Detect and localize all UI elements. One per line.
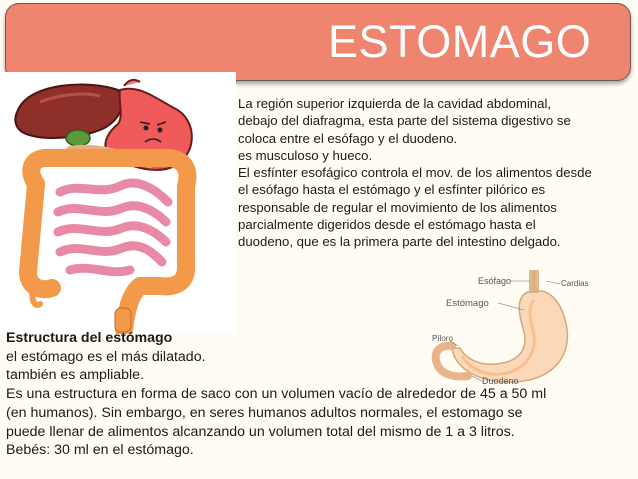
- description-line: el esófago hasta el estómago y el esfínter pilórico es: [238, 182, 546, 198]
- label-duodeno: Duodeno: [482, 376, 519, 386]
- gallbladder-shape: [66, 130, 90, 146]
- liver-shape: [15, 85, 122, 138]
- page-title: ESTOMAGO: [328, 16, 592, 67]
- stomach-structure-section: [6, 329, 626, 460]
- stomach-description: [238, 95, 634, 251]
- label-cardias: Cardias: [561, 279, 589, 288]
- digestive-system-drawing: [0, 72, 236, 334]
- label-esofago: Esófago: [478, 276, 512, 286]
- digestive-system-illustration: [0, 72, 236, 334]
- label-piloro: Píloro: [432, 334, 453, 343]
- description-line: es musculoso y hueco.: [238, 147, 373, 163]
- structure-line: también es ampliable.: [6, 367, 145, 384]
- section-heading: Estructura del estómago: [6, 330, 173, 346]
- description-line: responsable de regular el movimiento de los alimentos: [238, 199, 557, 215]
- structure-line: Es una estructura en forma de saco con un volumen vacío de alrededor de 45 a 50 ml: [6, 386, 547, 403]
- structure-line: puede llenar de alimentos alcanzando un volumen total del mismo de 1 a 3 litros.: [6, 423, 515, 440]
- description-line: debajo del diafragma, esta parte del sistema digestivo se: [238, 113, 571, 129]
- title-banner: [5, 3, 631, 81]
- structure-line: Bebés: 30 ml en el estómago.: [6, 442, 194, 459]
- structure-line: el estómago es el más dilatado.: [6, 348, 206, 365]
- description-line: duodeno, que es la primera parte del intestino delgado.: [238, 234, 561, 250]
- description-line: El esfínter esofágico controla el mov. de los alimentos desde: [238, 165, 592, 181]
- description-line: parcialmente digeridos desde el estómago hasta el: [238, 217, 536, 233]
- description-line: coloca entre el esófago y el duodeno.: [238, 130, 458, 146]
- label-estomago: Estómago: [446, 298, 489, 309]
- small-intestine-shape: [58, 183, 168, 272]
- description-line: La región superior izquierda de la cavidad abdominal,: [238, 96, 552, 111]
- structure-line: (en humanos). Sin embargo, en seres humanos adultos normales, el estomago se: [6, 404, 523, 421]
